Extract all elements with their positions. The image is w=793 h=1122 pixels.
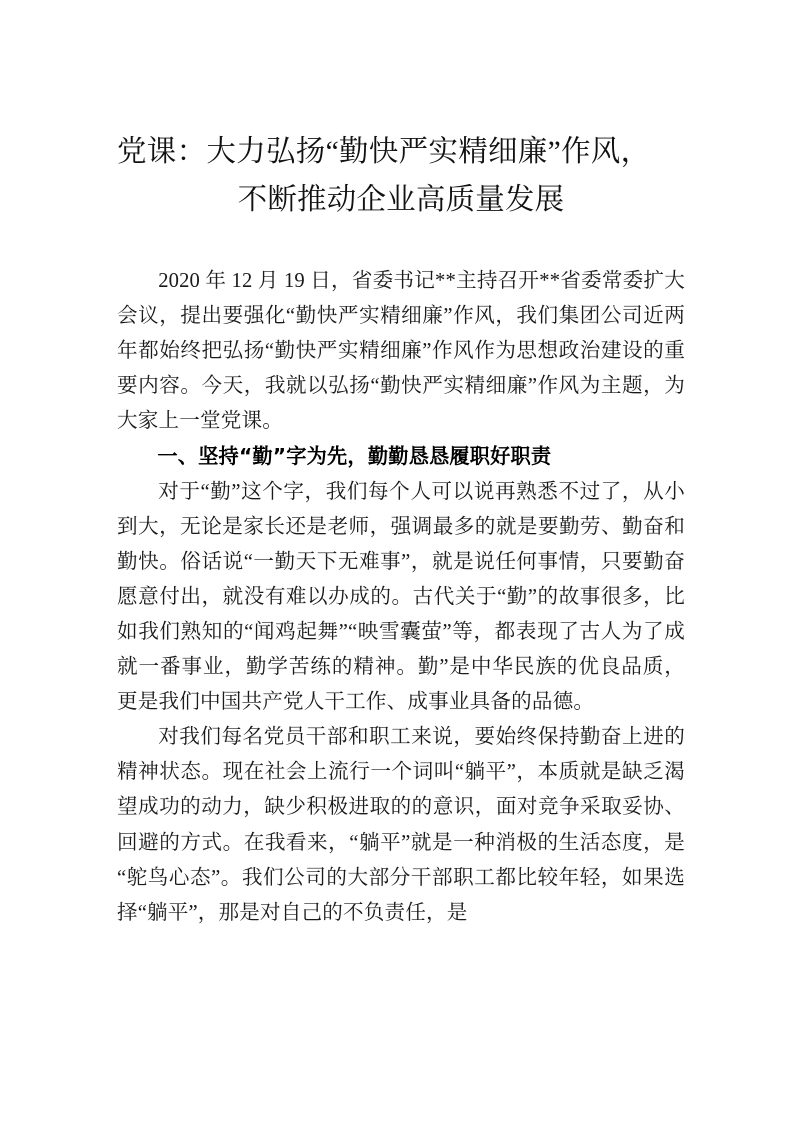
page-title [117,0,685,224]
section-heading-1: 一、坚持“勤”字为先，勤勤恳恳履职好职责 [157,444,552,469]
intro-paragraph: 2020 年 12 月 19 日，省委书记**主持召开**省委常委扩大会议，提出要强化“勤快严实精细廉”作风，我们集团公司近两年都始终把弘扬“勤快严实精细廉”作风作为思想政治建设的重要内容。今天，我就以弘扬“勤快严实精细廉”作风为主题，为大家上一堂党课。 [117,270,685,433]
page-text-column [117,0,685,931]
section-1-paragraph-2: 对我们每名党员干部和职工来说，要始终保持勤奋上进的精神状态。现在社会上流行一个词叫“躺平”，本质就是缺乏渴望成功的动力，缺少积极进取的的意识，面对竞争采取妥协、回避的方式。在我看来，“躺平”就是一种消极的生活态度，是“鸵鸟心态”。我们公司的大部分干部职工都比较年轻，如果选择“躺平”，那是对自己的不负责任，是 [117,726,685,924]
section-1-paragraph-1: 对于“勤”这个字，我们每个人可以说再熟悉不过了，从小到大，无论是家长还是老师，强调最多的就是要勤劳、勤奋和勤快。俗话说“一勤天下无难事”，就是说任何事情，只要勤奋愿意付出，就没有难以办成的。古代关于“勤”的故事很多，比如我们熟知的“闻鸡起舞”“映雪囊萤”等，都表现了古人为了成就一番事业，勤学苦练的精神。勤”是中华民族的优良品质，更是我们中国共产党人干工作、成事业具备的品德。 [117,480,685,714]
page-title-line-1: 党课：大力弘扬“勤快严实精细廉”作风， [117,136,651,168]
document-body [117,264,685,931]
page-title-line-2: 不断推动企业高质量发展 [237,184,565,216]
